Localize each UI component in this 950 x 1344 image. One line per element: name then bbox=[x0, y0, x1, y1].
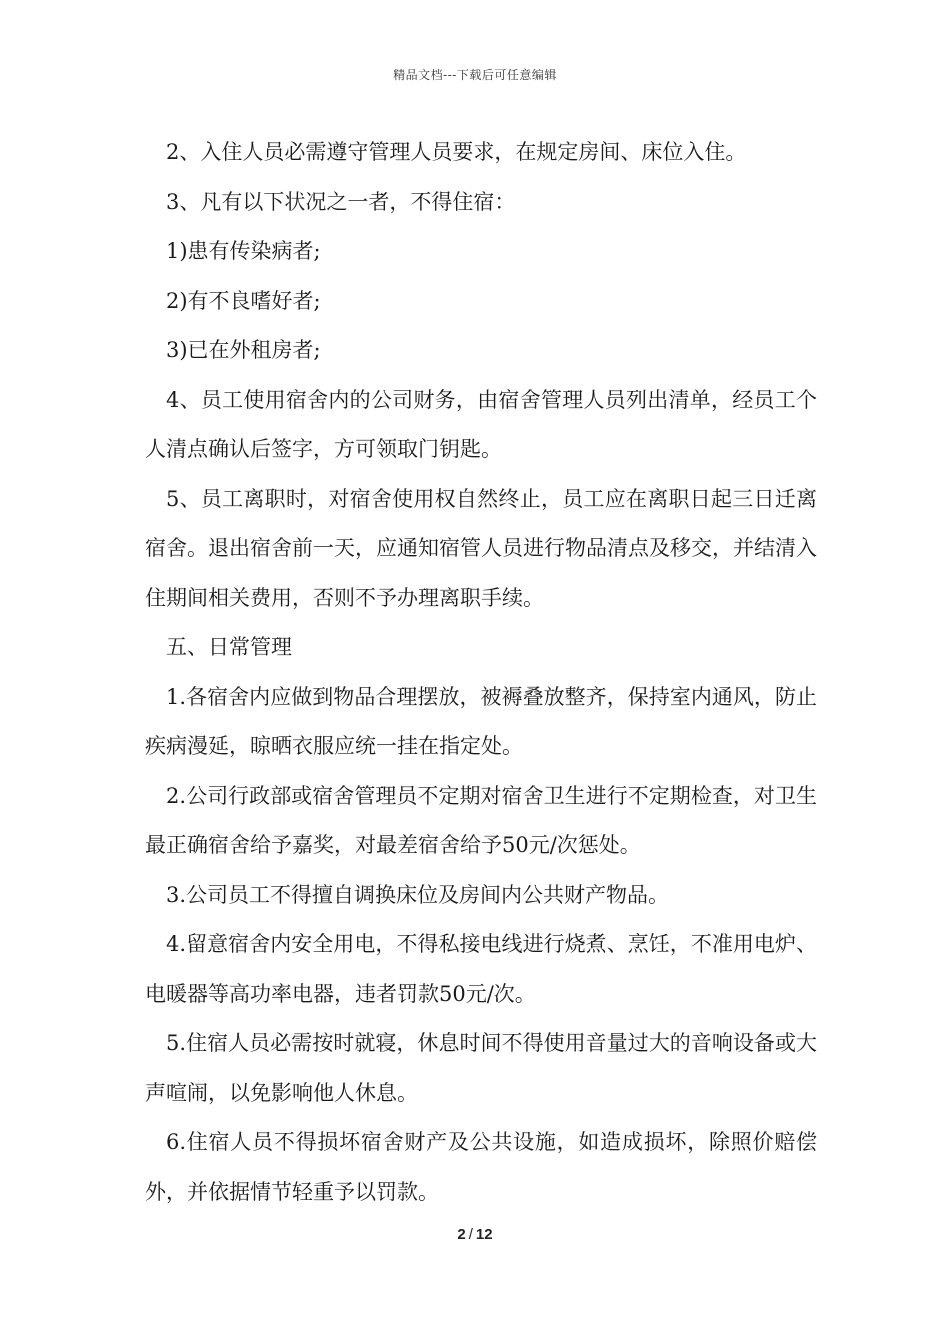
paragraph-rule-4: 4.留意宿舍内安全用电，不得私接电线进行烧煮、烹饪，不准用电炉、电暖器等高功率电器，违者罚款50元/次。 bbox=[145, 932, 817, 1006]
paragraph-subitem-3: 3)已在外租房者; bbox=[166, 338, 321, 362]
page-header: 精品文档---下载后可任意编辑 bbox=[393, 68, 557, 82]
paragraph-rule-1: 1.各宿舍内应做到物品合理摆放，被褥叠放整齐，保持室内通风，防止疾病漫延，晾晒衣服应统一挂在指定处。 bbox=[145, 684, 817, 758]
page-number bbox=[0, 1226, 950, 1243]
paragraph-rule-6: 6.住宿人员不得损坏宿舍财产及公共设施，如造成损坏，除照价赔偿外，并依据情节轻重予以罚款。 bbox=[145, 1130, 817, 1204]
paragraph-item-5: 5、员工离职时，对宿舍使用权自然终止，员工应在离职日起三日迁离宿舍。退出宿舍前一天，应通知宿管人员进行物品清点及移交，并结清入住期间相关费用，否则不予办理离职手续。 bbox=[145, 486, 817, 610]
paragraph-item-3: 3、凡有以下状况之一者，不得住宿： bbox=[166, 189, 516, 214]
paragraph-item-2: 2、入住人员必需遵守管理人员要求，在规定房间、床位入住。 bbox=[166, 140, 747, 164]
total-pages-number: 12 bbox=[475, 1226, 493, 1243]
paragraph-rule-5: 5.住宿人员必需按时就寝，休息时间不得使用音量过大的音响设备或大声喧闹，以免影响他人休息。 bbox=[145, 1031, 817, 1105]
page-separator: / bbox=[468, 1226, 473, 1243]
section-heading-daily-management: 五、日常管理 bbox=[166, 635, 292, 659]
current-page-number: 2 bbox=[457, 1226, 466, 1243]
paragraph-rule-3: 3.公司员工不得擅自调换床位及房间内公共财产物品。 bbox=[166, 882, 670, 907]
paragraph-item-4: 4、员工使用宿舍内的公司财务，由宿舍管理人员列出清单，经员工个人清点确认后签字，方可领取门钥匙。 bbox=[145, 387, 817, 461]
paragraph-subitem-2: 2)有不良嗜好者; bbox=[166, 288, 321, 313]
paragraph-subitem-1: 1)患有传染病者; bbox=[166, 239, 321, 263]
document-body bbox=[145, 128, 817, 1217]
paragraph-rule-2: 2.公司行政部或宿舍管理员不定期对宿舍卫生进行不定期检查，对卫生最正确宿舍给予嘉奖，对最差宿舍给予50元/次惩处。 bbox=[145, 783, 817, 857]
